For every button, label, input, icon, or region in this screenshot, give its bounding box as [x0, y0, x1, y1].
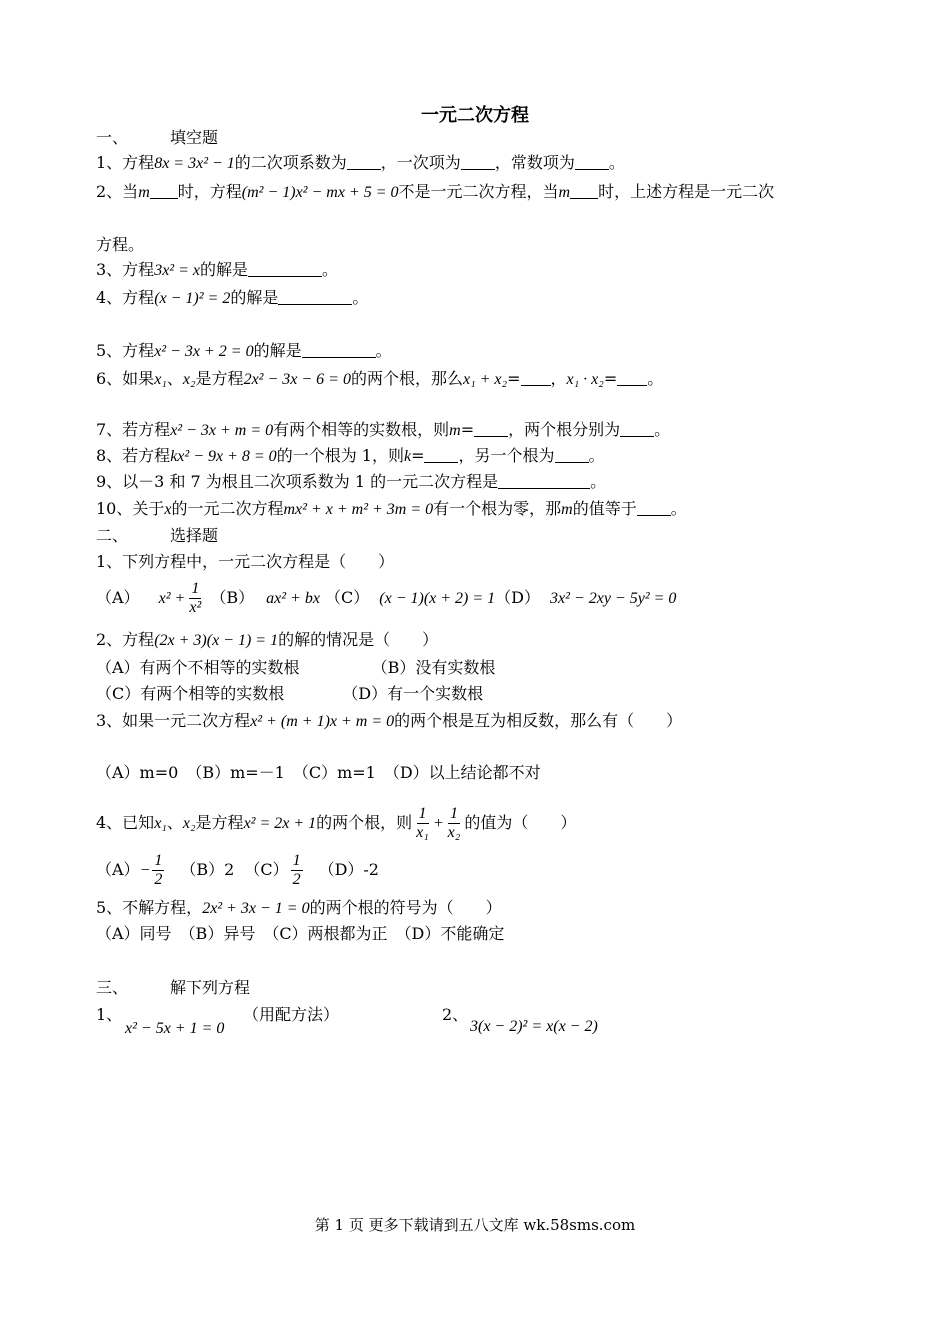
answer-blank[interactable]	[637, 501, 671, 516]
fraction: $\frac{1}{2}$	[154, 852, 163, 888]
answer-blank[interactable]	[498, 474, 590, 489]
answer-blank[interactable]	[474, 422, 508, 437]
fill-question-9: 9、以－3 和 7 为根且二次项系数为 1 的一元二次方程是 。	[96, 472, 607, 491]
answer-blank[interactable]	[575, 155, 609, 170]
equation: x² − 3x + m = 0	[170, 422, 274, 439]
fill-question-8: 8、若方程kx² − 9x + 8 = 0的一个根为 1，则k= ，另一个根为 。	[96, 446, 605, 465]
answer-blank[interactable]	[620, 422, 654, 437]
choice-question-1: 1、下列方程中，一元二次方程是（ ）	[96, 552, 395, 571]
solve-question-2-number: 2、	[442, 1005, 469, 1024]
equation: (m² − 1)x² − mx + 5 = 0	[241, 184, 399, 201]
choice-question-5: 5、不解方程，2x² + 3x − 1 = 0的两个根的符号为（ ）	[96, 898, 502, 917]
fraction: $\frac{1}{2}$	[292, 852, 301, 888]
section-number: 二、	[96, 526, 129, 545]
fill-question-2-continued: 方程。	[96, 235, 145, 254]
answer-blank[interactable]	[570, 184, 598, 199]
equation: x² + (m + 1)x + m = 0	[250, 713, 395, 730]
solve-question-1-number: 1、	[96, 1005, 123, 1024]
answer-blank[interactable]	[617, 371, 647, 386]
fraction: $\frac{1}{\text{x₂}}$	[447, 805, 461, 841]
solve-question-2-equation	[470, 1016, 598, 1037]
section-number: 三、	[96, 978, 129, 997]
fill-question-3: 3、方程3x² = x的解是 。	[96, 260, 339, 279]
equation: x² = 2x + 1	[243, 815, 317, 832]
answer-blank[interactable]	[302, 343, 376, 358]
equation: kx² − 9x + 8 = 0	[170, 448, 277, 465]
fraction: $\frac{1}{\text{x²}}$	[189, 580, 202, 616]
solve-question-1-equation	[125, 1018, 224, 1039]
equation: mx² + x + m² + 3m = 0	[283, 501, 434, 518]
fill-question-2: 2、当m 时，方程(m² − 1)x² − mx + 5 = 0不是一元二次方程，当m 时，上述方程是一元二次	[96, 182, 775, 201]
choice-question-5-options: （A）同号 （B）异号 （C）两根都为正 （D）不能确定	[96, 924, 505, 943]
solve-question-1-note: （用配方法）	[243, 1005, 340, 1024]
answer-blank[interactable]	[278, 290, 352, 305]
equation: (x − 1)² = 2	[154, 290, 231, 307]
fraction: $\frac{1}{\text{x₁}}$	[416, 805, 429, 841]
fill-question-4: 4、方程(x − 1)² = 2的解是 。	[96, 288, 369, 307]
section-solve-heading	[96, 978, 250, 998]
section-number: 一、	[96, 128, 129, 147]
option-a-equation: x² +	[158, 590, 186, 607]
fill-question-10: 10、关于x的一元二次方程mx² + x + m² + 3m = 0有一个根为零，那m的值等于 。	[96, 499, 687, 518]
equation: x² − 5x + 1 = 0	[125, 1020, 225, 1037]
choice-question-2: 2、方程(2x + 3)(x − 1) = 1的解的情况是（ ）	[96, 630, 439, 649]
option-b-equation: ax² + bx	[266, 590, 320, 607]
answer-blank[interactable]	[150, 184, 178, 199]
section-label: 填空题	[170, 128, 219, 147]
choice-question-1-options: （A） x² + $\frac{1}{\text{x²}}$ （B） ax² + bx （C） (x − 1)(x + 2) = 1（D） 3x² − 2xy − 5y² = 0	[96, 580, 677, 616]
page-footer: 第 1 页 更多下载请到五八文库 wk.58sms.com	[314, 1216, 636, 1234]
fill-question-6: 6、如果x₁、x₂是方程2x² − 3x − 6 = 0的两个根，那么x₁ + x₂= ，x₁ · x₂= 。	[96, 369, 664, 388]
section-fill-heading	[96, 128, 218, 148]
answer-blank[interactable]	[248, 262, 322, 277]
equation: x² − 3x + 2 = 0	[154, 343, 254, 360]
equation: 8x = 3x² − 1	[154, 155, 235, 172]
equation: 2x² − 3x − 6 = 0	[243, 371, 351, 388]
section-label: 解下列方程	[170, 978, 251, 997]
choice-question-2-options-row1: （A）有两个不相等的实数根 （B）没有实数根	[96, 658, 496, 677]
answer-blank[interactable]	[424, 448, 458, 463]
section-choice-heading	[96, 526, 218, 546]
choice-question-2-options-row2: （C）有两个相等的实数根 （D）有一个实数根	[96, 684, 484, 703]
fill-question-5: 5、方程x² − 3x + 2 = 0的解是 。	[96, 341, 392, 360]
page-title: 一元二次方程	[421, 105, 529, 126]
answer-blank[interactable]	[521, 371, 551, 386]
fill-question-7: 7、若方程x² − 3x + m = 0有两个相等的实数根，则m= ，两个根分别为 。	[96, 420, 671, 439]
equation: 3x² = x	[154, 262, 200, 279]
answer-blank[interactable]	[555, 448, 589, 463]
fill-question-1: 1、方程8x = 3x² − 1的二次项系数为 ，一次项为 ，常数项为 。	[96, 153, 625, 172]
answer-blank[interactable]	[347, 155, 381, 170]
equation: 3(x − 2)² = x(x − 2)	[470, 1018, 598, 1035]
section-label: 选择题	[170, 526, 219, 545]
equation: (2x + 3)(x − 1) = 1	[154, 632, 279, 649]
answer-blank[interactable]	[461, 155, 495, 170]
option-c-equation: (x − 1)(x + 2) = 1	[379, 590, 496, 607]
choice-question-3-options: （A）m=0 （B）m=－1 （C）m=1 （D）以上结论都不对	[96, 763, 541, 782]
choice-question-3: 3、如果一元二次方程x² + (m + 1)x + m = 0的两个根是互为相反数，那么有（ ）	[96, 711, 683, 730]
option-d-equation: 3x² − 2xy − 5y² = 0	[550, 590, 677, 607]
choice-question-4: 4、已知x₁、x₂是方程x² = 2x + 1的两个根，则 $\frac{1}{\text{x₁}}$ + $\frac{1}{\text{x₂}}$ 的值为（ ）	[96, 805, 577, 841]
equation: 2x² + 3x − 1 = 0	[202, 900, 310, 917]
choice-question-4-options: （A）− $\frac{1}{2}$ （B）2 （C） $\frac{1}{2}$ （D）-2	[96, 852, 379, 888]
